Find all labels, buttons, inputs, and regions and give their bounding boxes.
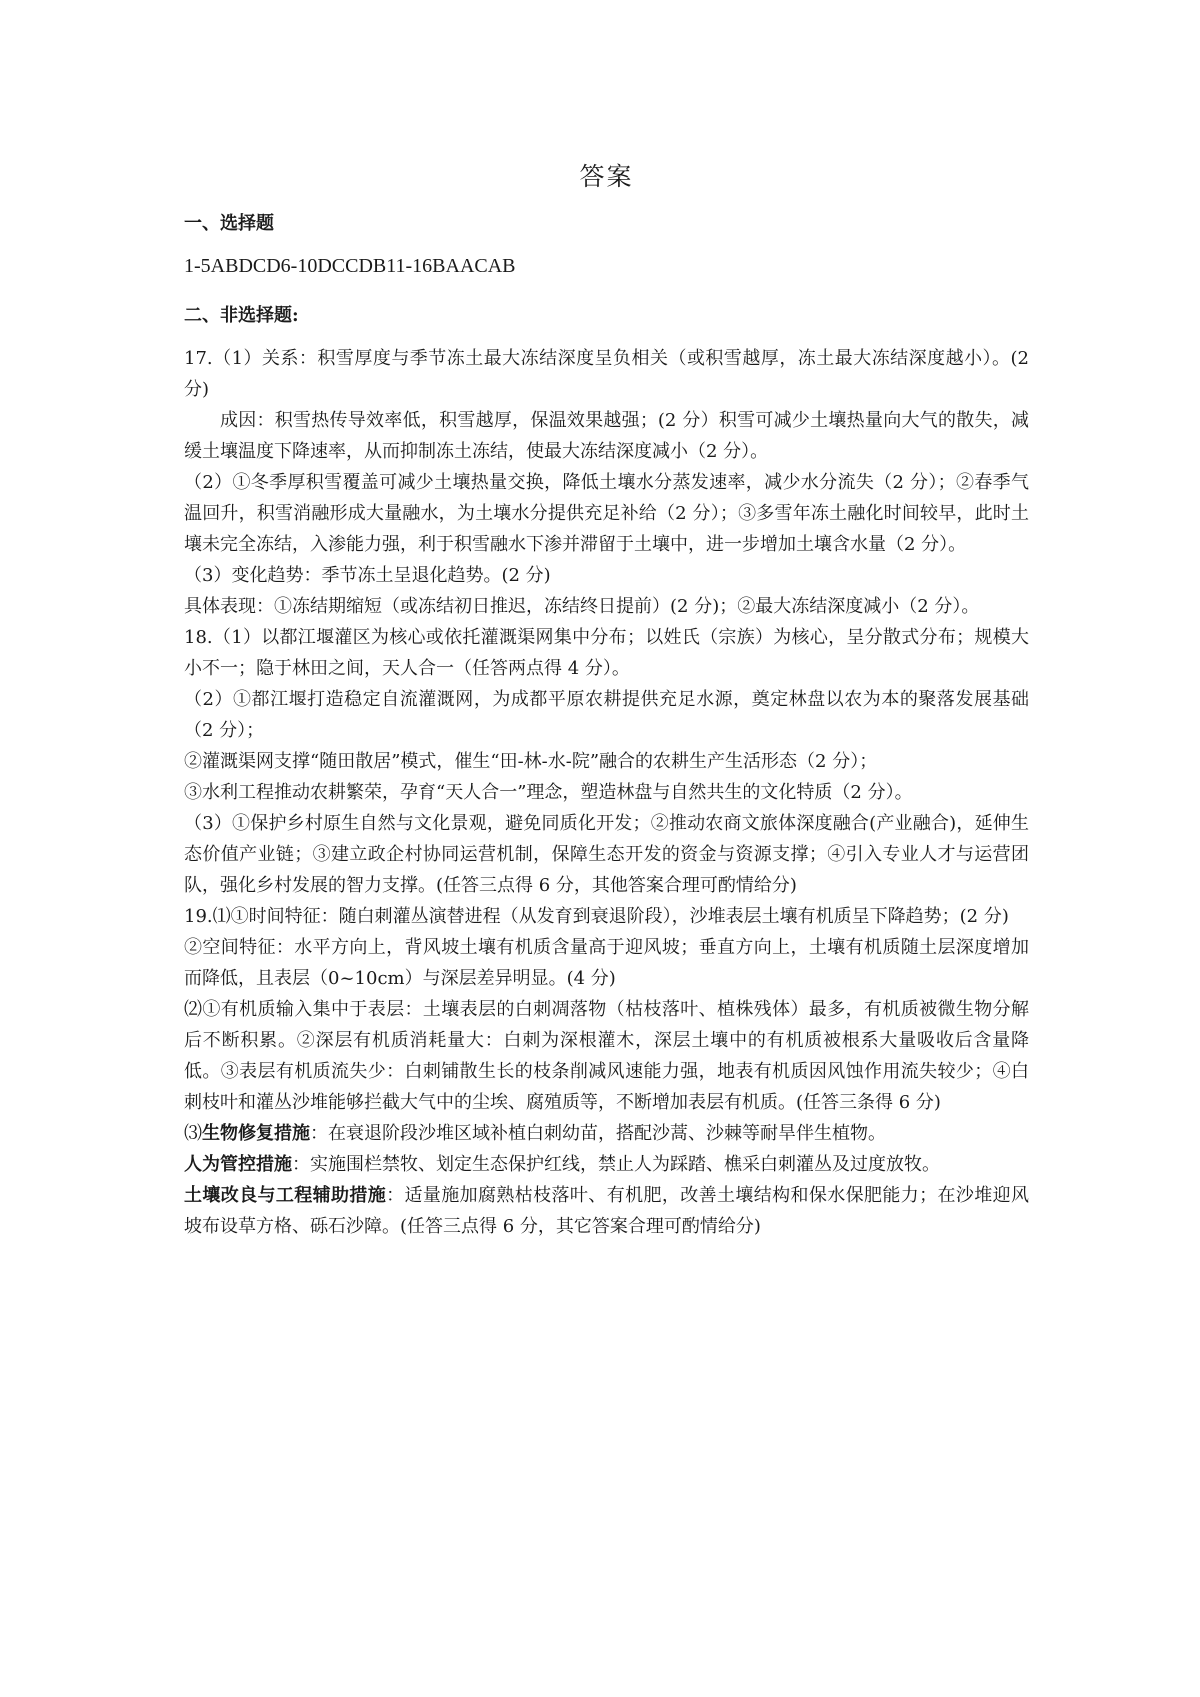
q19-control-label: 人为管控措施 <box>184 1154 292 1175</box>
q19-soil-label: 土壤改良与工程辅助措施 <box>184 1185 387 1206</box>
q19-part3-soil <box>184 1180 1029 1242</box>
q18-part1: 18.（1）以都江堰灌区为核心或依托灌溉渠网集中分布；以姓氏（宗族）为核心，呈分散式分布；规模大小不一；隐于林田之间，天人合一（任答两点得 4 分）。 <box>184 627 1029 679</box>
q18-part2-item1: （2）①都江堰打造稳定自流灌溉网，为成都平原农耕提供充足水源，奠定林盘以农为本的聚落发展基础（2 分）； <box>184 689 1029 741</box>
choice-answers: 1-5ABDCD6-10DCCDB11-16BAACAB <box>184 255 516 277</box>
q19-part3-bio <box>184 1118 1029 1149</box>
q17-part1-cause: 成因：积雪热传导效率低，积雪越厚，保温效果越强；(2 分）积雪可减少土壤热量向大气的散失，减缓土壤温度下降速率，从而抑制冻土冻结，使最大冻结深度减小（2 分）。 <box>184 410 1029 462</box>
section-heading-nonchoice: 二、非选择题: <box>184 305 299 326</box>
q19-bio-text: ：在衰退阶段沙堆区域补植白刺幼苗，搭配沙蒿、沙棘等耐旱伴生植物。 <box>310 1123 886 1144</box>
q18-part2-item3: ③水利工程推动农耕繁荣，孕育“天人合一”理念，塑造林盘与自然共生的文化特质（2 分）。 <box>184 782 913 803</box>
q17-part3-trend: （3）变化趋势：季节冻土呈退化趋势。(2 分) <box>184 565 551 586</box>
q19-bio-label: 生物修复措施 <box>202 1123 310 1144</box>
q18-part2-item2: ②灌溉渠网支撑“随田散居”模式，催生“田-林-水-院”融合的农耕生产生活形态（2 分）； <box>184 751 878 772</box>
q17-part1-relation: 17.（1）关系：积雪厚度与季节冻土最大冻结深度呈负相关（或积雪越厚，冻土最大冻结深度越小）。(2 分) <box>184 348 1029 400</box>
q19-soil-text: ：适量施加腐熟枯枝落叶、有机肥，改善土壤结构和保水保肥能力；在沙堆迎风坡布设草方格、砾石沙障。(任答三点得 6 分，其它答案合理可酌情给分) <box>184 1185 1029 1237</box>
q17-part3-detail: 具体表现：①冻结期缩短（或冻结初日推迟，冻结终日提前）(2 分)；②最大冻结深度减小（2 分）。 <box>184 596 980 617</box>
q18-part3: （3）①保护乡村原生自然与文化景观，避免同质化开发；②推动农商文旅体深度融合(产业融合)，延伸生态价值产业链；③建立政企村协同运营机制，保障生态开发的资金与资源支撑；④引入专业人才与运营团队，强化乡村发展的智力支撑。(任答三点得 6 分，其他答案合理可酌情给分) <box>184 813 1029 896</box>
q19-part1-space: ②空间特征：水平方向上，背风坡土壤有机质含量高于迎风坡；垂直方向上，土壤有机质随土层深度增加而降低，且表层（0~10cm）与深层差异明显。(4 分) <box>184 937 1029 989</box>
q19-part3-control <box>184 1149 1029 1180</box>
q19-part1-time: 19.⑴①时间特征：随白刺灌丛演替进程（从发育到衰退阶段），沙堆表层土壤有机质呈下降趋势；(2 分) <box>184 906 1009 927</box>
q17-part2: （2）①冬季厚积雪覆盖可减少土壤热量交换，降低土壤水分蒸发速率，减少水分流失（2 分）；②春季气温回升，积雪消融形成大量融水，为土壤水分提供充足补给（2 分）；③多雪年冻土融化时间较早，此时土壤未完全冻结，入渗能力强，利于积雪融水下渗并滞留于土壤中，进一步增加土壤含水量（2 分）。 <box>184 472 1029 555</box>
q19-control-text: ：实施围栏禁牧、划定生态保护红线，禁止人为踩踏、樵采白刺灌丛及过度放牧。 <box>292 1154 940 1175</box>
q19-part2: ⑵①有机质输入集中于表层：土壤表层的白刺凋落物（枯枝落叶、植株残体）最多，有机质被微生物分解后不断积累。②深层有机质消耗量大：白刺为深根灌木，深层土壤中的有机质被根系大量吸收后含量降低。③表层有机质流失少：白刺铺散生长的枝条削减风速能力强，地表有机质因风蚀作用流失较少；④白刺枝叶和灌丛沙堆能够拦截大气中的尘埃、腐殖质等，不断增加表层有机质。(任答三条得 6 分) <box>184 999 1029 1113</box>
page-content <box>184 157 1029 1242</box>
section-heading-choice: 一、选择题 <box>184 213 274 234</box>
page-title: 答案 <box>579 162 634 191</box>
q19-part3-prefix: ⑶ <box>184 1123 202 1144</box>
